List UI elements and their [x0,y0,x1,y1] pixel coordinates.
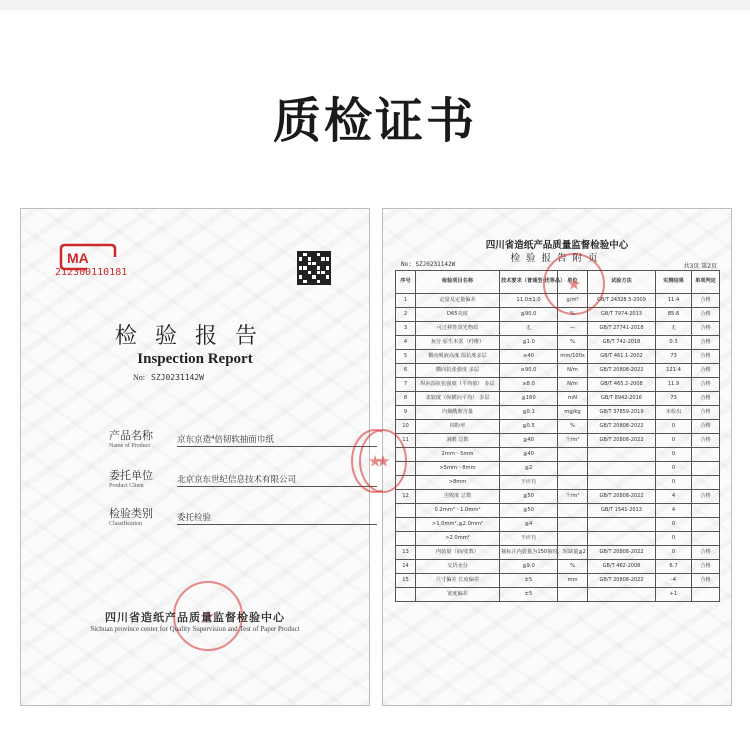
table-cell: GB/T 20808-2022 [588,364,656,378]
page-title: 质检证书 [272,93,477,149]
table-cell: ≦50 [500,490,558,504]
table-cell: 尺寸偏差 长度偏差 [416,574,500,588]
table-cell [396,588,416,602]
table-cell: >1.0mm²,≦2.0mm² [416,518,500,532]
table-cell: 85.6 [656,308,692,322]
table-cell: GB/T 8942-2016 [588,392,656,406]
table-cell: 不应有 [500,532,558,546]
results-report-number: No: SZJ0231142W [401,261,456,268]
table-cell: 横向抗张强度 多层 [416,364,500,378]
table-cell: 4 [656,490,692,504]
table-cell: 0 [656,476,692,490]
table-row [396,462,720,476]
table-cell: g/m² [558,294,588,308]
table-cell: 9 [396,406,416,420]
top-bar [0,0,750,10]
table-cell: GB/T 20808-2022 [588,420,656,434]
table-cell: 7 [396,378,416,392]
column-header: 技术要求（普通型·优等品） [500,271,558,294]
table-cell: ≥40 [500,350,558,364]
table-cell: ≦0.5 [500,420,558,434]
table-row [396,378,720,392]
table-cell: 合格 [692,364,720,378]
table-cell: 6.7 [656,560,692,574]
table-cell: ≦1.0 [500,336,558,350]
table-cell: mm [558,574,588,588]
table-cell: >5mm～8mm [416,462,500,476]
table-cell: ≦90.0 [500,308,558,322]
results-table [395,270,720,602]
table-row [396,336,720,350]
table-row [396,322,720,336]
table-cell: 不应有 [500,476,558,490]
table-cell: % [558,560,588,574]
table-cell: N/m [558,378,588,392]
column-header: 实测结果 [656,271,692,294]
column-header: 试验方法 [588,271,656,294]
table-cell: 合格 [692,392,720,406]
table-cell: ≦9.0 [500,560,558,574]
table-row [396,406,720,420]
table-cell: 0 [656,448,692,462]
table-cell: 121.4 [656,364,692,378]
table-cell: ≦40 [500,434,558,448]
table-cell: 横向吸液高度 湿抗度多层 [416,350,500,364]
field-label: 检验类别 [109,507,153,520]
table-cell [396,504,416,518]
table-row [396,476,720,490]
table-cell: ≥8.0 [500,378,558,392]
table-cell: % [558,420,588,434]
table-cell: GB/T 1541-2013 [588,504,656,518]
table-cell: 0 [656,532,692,546]
table-cell [588,448,656,462]
table-cell [692,588,720,602]
table-cell: 15 [396,574,416,588]
report-results-image[interactable] [382,208,732,706]
table-cell: 0 [656,420,692,434]
table-cell: 0 [656,434,692,448]
table-cell: GB/T 24328.5-2009 [588,294,656,308]
table-cell [588,518,656,532]
table-cell [692,448,720,462]
table-row [396,560,720,574]
table-cell: % [558,308,588,322]
issuing-organization-en: Sichuan province center for Quality Supervision and Test of Paper Product [90,625,300,633]
table-cell: 8 [396,392,416,406]
table-cell: 个/m² [558,434,588,448]
table-cell: 3 [396,322,416,336]
table-cell: 73 [656,350,692,364]
field-label-en: Classification [109,521,142,527]
table-cell: 0 [656,518,692,532]
table-cell [558,462,588,476]
table-cell: GB/T 742-2018 [588,336,656,350]
table-cell: D65亮度 [416,308,500,322]
field-product-name [109,427,274,449]
column-header: 检验项目名称 [416,271,500,294]
field-label: 委托单位 [109,469,153,482]
table-cell: 2 [396,308,416,322]
edge-seal-stamp [359,429,407,493]
table-cell: GB/T 20808-2022 [588,434,656,448]
table-row [396,532,720,546]
table-cell: 交货水分 [416,560,500,574]
table-row [396,546,720,560]
table-row [396,434,720,448]
table-cell: 4 [396,336,416,350]
table-cell: 合格 [692,406,720,420]
table-cell: 内装量（抽/张数） [416,546,500,560]
table-cell [588,462,656,476]
table-cell: >2.0mm² [416,532,500,546]
table-row [396,490,720,504]
table-cell [692,476,720,490]
column-header: 序号 [396,271,416,294]
table-cell: ≦2 [500,462,558,476]
table-cell: 11 [396,434,416,448]
table-cell: GB/T 37859-2019 [588,406,656,420]
table-cell [692,462,720,476]
report-number [133,373,204,382]
table-cell: 合格 [692,490,720,504]
qr-code-icon [297,251,331,285]
table-cell: mg/kg [558,406,588,420]
table-cell: 合格 [692,546,720,560]
results-page-info: 共3页 第2页 [683,263,717,270]
table-cell: GB/T 20808-2022 [588,490,656,504]
table-cell: -4 [656,574,692,588]
table-cell: GB/T 462-2008 [588,560,656,574]
table-cell: 未检出 [656,406,692,420]
table-cell: 11.9 [656,378,692,392]
table-cell: >8mm [416,476,500,490]
table-cell: — [558,322,588,336]
table-cell: 11.0±1.0 [500,294,558,308]
table-row [396,448,720,462]
table-cell: GB/T 461.1-2002 [588,350,656,364]
table-row [396,518,720,532]
table-cell: 14 [396,560,416,574]
table-cell [692,504,720,518]
table-cell [396,518,416,532]
table-cell [558,476,588,490]
table-cell: ≦40 [500,448,558,462]
table-cell [558,532,588,546]
table-cell: GB/T 27741-2018 [588,322,656,336]
table-cell: 无 [500,322,558,336]
table-cell: 13 [396,546,416,560]
cma-code: 212300110181 [55,267,128,278]
table-cell: ≥90.0 [500,364,558,378]
table-cell: GB/T 20808-2022 [588,546,656,560]
table-row [396,364,720,378]
table-cell: 个/m² [558,490,588,504]
table-cell: 11.4 [656,294,692,308]
table-cell [558,504,588,518]
table-cell: 合格 [692,308,720,322]
table-cell [396,532,416,546]
table-cell: GB/T 7974-2013 [588,308,656,322]
red-seal-stamp [543,253,605,315]
table-cell: N/m [558,364,588,378]
table-cell: 可迁移性荧光物质 [416,322,500,336]
field-client [109,467,297,489]
report-cover-image[interactable] [20,208,370,706]
field-label: 产品名称 [109,429,153,442]
report-number-value: SZJ0231142W [151,373,204,382]
table-cell: 73 [656,392,692,406]
field-value: 北京京东世纪信息技术有限公司 [177,473,377,487]
table-row [396,350,720,364]
table-row [396,574,720,588]
table-cell: 合格 [692,336,720,350]
table-cell: 0 [656,462,692,476]
table-cell: 灰分 原生木浆（纤维） [416,336,500,350]
table-cell: ±5 [500,574,558,588]
table-cell: 合格 [692,434,720,448]
field-label-en: Name of Product [109,443,150,449]
table-cell [558,518,588,532]
table-cell: ±5 [500,588,558,602]
table-cell [588,532,656,546]
svg-text:MA: MA [67,250,89,266]
table-row [396,504,720,518]
table-cell: 合格 [692,420,720,434]
column-header: 单位 [558,271,588,294]
table-cell: ≦160 [500,392,558,406]
table-cell: 尘埃度 总数 [416,490,500,504]
field-label-en: Product Client [109,483,144,489]
table-cell: 合格 [692,560,720,574]
field-classification [109,505,212,527]
table-cell: 掉粉率 [416,420,500,434]
table-cell: 2mm～5mm [416,448,500,462]
results-subheader: 检验报告附页 [510,253,604,264]
table-cell: % [558,336,588,350]
table-row [396,392,720,406]
table-cell: 0.2mm²～1.0mm² [416,504,500,518]
table-cell: 抽标注内装量为150抽时，短缺量≦2 [500,546,558,560]
table-cell: ≦4 [500,518,558,532]
table-cell: 0.3 [656,336,692,350]
field-value: 京东京造⁴倍韧软抽面巾纸 [177,433,377,447]
table-cell: 柔软度（纵横向平均） 多层 [416,392,500,406]
table-cell [588,588,656,602]
table-cell: 无 [656,322,692,336]
table-cell [692,532,720,546]
table-cell: 宽度偏差 [416,588,500,602]
table-cell: 洞眼 总数 [416,434,500,448]
table-cell: 1 [396,294,416,308]
table-cell: 内烟酰胺含量 [416,406,500,420]
table-cell: +1 [656,588,692,602]
table-cell: 合格 [692,322,720,336]
report-title-en: Inspection Report [137,351,253,367]
table-cell: 纵向湿抗张强度（平均值） 多层 [416,378,500,392]
table-cell: GB/T 465.2-2008 [588,378,656,392]
table-cell: ≦50 [500,504,558,518]
field-value: 委托检验 [177,511,377,525]
table-cell [692,518,720,532]
report-title-cn: 检验报告 [114,324,275,349]
table-cell: 0 [656,546,692,560]
table-cell: 6 [396,364,416,378]
table-cell: mm/100s [558,350,588,364]
table-cell [588,476,656,490]
table-cell: 12 [396,490,416,504]
column-header: 单项判定 [692,271,720,294]
table-cell: 10 [396,420,416,434]
issuing-organization: 四川省造纸产品质量监督检验中心 [105,611,285,624]
table-cell: GB/T 20808-2022 [588,574,656,588]
results-header: 四川省造纸产品质量监督检验中心 [485,240,629,251]
table-cell: 合格 [692,350,720,364]
table-cell: ≦0.1 [500,406,558,420]
table-cell [558,448,588,462]
table-cell: mN [558,392,588,406]
table-cell: 合格 [692,378,720,392]
report-number-label: No: [133,373,145,382]
table-cell: 4 [656,504,692,518]
table-cell: 定量及定量偏差 [416,294,500,308]
table-cell: 5 [396,350,416,364]
table-row [396,420,720,434]
table-cell [558,588,588,602]
table-cell: 合格 [692,574,720,588]
table-row [396,588,720,602]
table-cell: 合格 [692,294,720,308]
